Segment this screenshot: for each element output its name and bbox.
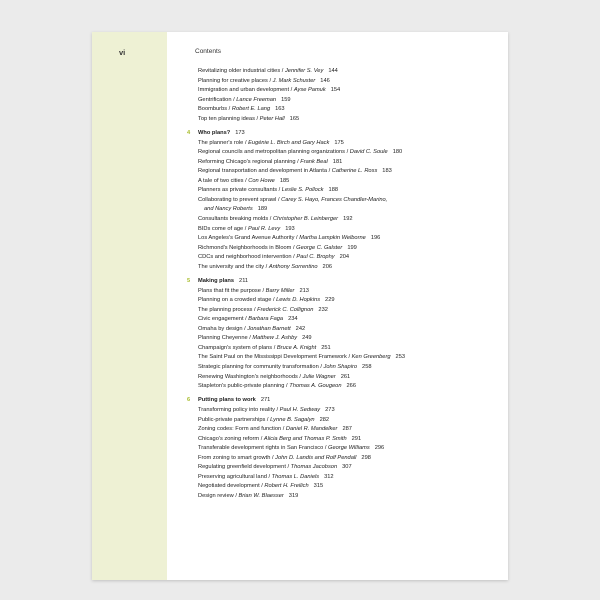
entry-page: 154 <box>330 87 341 94</box>
entry-title: Reforming Chicago's regional planning <box>198 158 296 165</box>
entry-author: Jennifer S. Vey <box>284 68 324 74</box>
entry-separator: / <box>231 96 237 103</box>
toc-entry <box>198 186 498 196</box>
entry-page: 192 <box>343 216 353 222</box>
toc-entry <box>198 253 498 263</box>
entry-separator: / <box>276 196 282 203</box>
entry-separator: / <box>318 364 324 370</box>
entry-author: Robert H. Freilich <box>264 483 309 490</box>
toc-entry <box>198 105 498 115</box>
entry-page: 287 <box>342 426 352 433</box>
entry-author: Lance Freeman <box>236 96 277 103</box>
entry-author: Frank Beal <box>300 158 328 165</box>
entry-author: Bruce A. Knight <box>276 344 317 351</box>
entry-separator: / <box>259 435 264 442</box>
toc-entry <box>198 86 498 96</box>
entry-separator: / <box>271 297 277 304</box>
entry-page: 175 <box>334 139 344 146</box>
entry-author: Ken Greenberg <box>351 354 391 361</box>
entry-page: 199 <box>347 244 357 251</box>
entry-page: 291 <box>351 435 362 442</box>
entry-title: The planning process <box>198 306 253 313</box>
toc-entry <box>198 435 498 445</box>
entry-title: Negotiated development <box>198 483 260 490</box>
entry-title: Transferable development rights in San Francisco <box>198 445 324 452</box>
entry-title: Regional councils and metropolitan planning organizations <box>198 149 346 156</box>
entry-author: Eugénie L. Birch and Gary Hack <box>248 139 330 146</box>
entry-page: 273 <box>325 406 335 413</box>
entry-separator: / <box>277 187 282 194</box>
entry-author: Martha Lampkin Welborne <box>299 235 366 242</box>
entry-author: Jonathan Barnett <box>247 325 291 332</box>
toc-entry <box>198 444 498 454</box>
chapter-title: Who plans? <box>198 130 231 137</box>
entry-author: Ayse Pamuk <box>293 87 326 94</box>
entry-separator: / <box>243 225 248 232</box>
entry-separator: / <box>266 473 272 480</box>
chapter-title: Putting plans to work <box>198 397 256 404</box>
entry-author: Carey S. Hayo, Frances Chandler-Marino, <box>281 196 388 203</box>
entry-page: 242 <box>295 325 306 332</box>
entry-separator: / <box>289 87 294 94</box>
entry-author: Brian W. Blaesser <box>238 492 284 499</box>
entry-title: Revitalizing older industrial cities <box>198 68 281 74</box>
entry-separator: / <box>280 68 285 74</box>
entry-author: Julie Wagner <box>302 373 336 380</box>
toc-entry <box>198 373 498 383</box>
entry-title: Richmond's Neighborhoods in Bloom <box>198 244 292 251</box>
toc-entry <box>198 67 498 77</box>
toc-entry <box>198 482 498 492</box>
toc-entry <box>198 234 498 244</box>
entry-page: 258 <box>362 364 372 370</box>
entry-separator: / <box>270 454 276 461</box>
toc-entry <box>198 205 498 215</box>
page-number: vi <box>119 48 126 57</box>
entry-page: 249 <box>302 335 312 342</box>
entry-page: 307 <box>342 464 352 471</box>
entry-author: John D. Landis and Rolf Pendall <box>275 454 357 461</box>
entry-title: A tale of two cities <box>198 177 244 184</box>
entry-title: Renewing Washington's neighborhoods <box>198 373 298 380</box>
entry-page: 204 <box>339 254 350 261</box>
entry-page: 234 <box>288 316 298 323</box>
entry-separator: / <box>323 445 329 452</box>
entry-separator: / <box>295 158 301 165</box>
entry-page: 185 <box>279 177 290 184</box>
chapter-page: 271 <box>260 397 271 404</box>
margin-band <box>92 32 167 580</box>
entry-page: 180 <box>392 149 403 156</box>
entry-separator: / <box>252 306 258 313</box>
entry-author: Con Howe <box>248 177 275 184</box>
entry-author: Daniel R. Mandelker <box>285 426 338 433</box>
entry-separator: / <box>345 149 350 156</box>
entry-separator: / <box>247 335 253 342</box>
entry-title: Plans that fit the purpose <box>198 287 261 294</box>
entry-page: 253 <box>395 354 406 361</box>
entry-separator: / <box>291 244 297 251</box>
entry-separator: / <box>243 139 249 146</box>
toc-entry <box>198 315 498 325</box>
entry-page: 181 <box>332 158 343 165</box>
entry-author: Alicia Berg and Thomas P. Smith <box>263 435 347 442</box>
entry-title: Public-private partnerships <box>198 416 266 423</box>
chapter-page: 211 <box>239 278 249 285</box>
entry-author: David C. Soule <box>349 149 388 156</box>
entry-author: and Nancy Roberts <box>204 206 253 213</box>
entry-separator: / <box>264 263 269 270</box>
entry-page: 183 <box>382 168 392 175</box>
toc-entry <box>198 473 498 483</box>
toc-entry <box>198 177 498 187</box>
entry-page: 232 <box>318 306 328 313</box>
entry-title: The university and the city <box>198 263 265 270</box>
entry-separator: / <box>274 406 280 413</box>
entry-author: Thomas Jacobson <box>290 464 338 471</box>
entry-author: J. Mark Schuster <box>272 77 316 84</box>
entry-title: Collaborating to prevent sprawl <box>198 196 277 203</box>
toc-entry <box>198 263 498 273</box>
chapter-heading <box>187 277 498 287</box>
entry-title: Los Angeles's Grand Avenue Authority <box>198 235 295 242</box>
entry-separator: / <box>242 325 248 332</box>
toc-entry <box>198 353 498 363</box>
table-of-contents <box>187 67 498 501</box>
entry-author: Peter Hall <box>259 115 285 122</box>
entry-author: Frederick C. Collignon <box>257 306 314 313</box>
entry-title: Top ten planning ideas <box>198 115 255 122</box>
entry-author: Catherine L. Ross <box>331 168 378 175</box>
toc-entry <box>198 406 498 416</box>
entry-page: 296 <box>374 445 385 452</box>
toc-entry <box>198 325 498 335</box>
chapter-number: 4 <box>187 130 191 137</box>
entry-title: Planners as private consultants <box>198 187 278 194</box>
chapter-number: 5 <box>187 278 191 285</box>
entry-separator: / <box>284 383 290 390</box>
toc-entry <box>198 334 498 344</box>
entry-title: Design review <box>198 492 234 499</box>
entry-author: Christopher B. Leinberger <box>272 216 339 222</box>
entry-page: 261 <box>340 373 351 380</box>
toc-entry <box>198 363 498 373</box>
entry-separator: / <box>268 216 273 222</box>
entry-author: Anthony Sorrentino <box>268 263 318 270</box>
entry-separator: / <box>259 483 265 490</box>
entry-separator: / <box>254 115 260 122</box>
toc-entry <box>198 306 498 316</box>
entry-page: 298 <box>361 454 371 461</box>
toc-entry <box>198 148 498 158</box>
entry-separator: / <box>272 344 277 351</box>
entry-title: BIDs come of age <box>198 225 244 232</box>
toc-entry <box>198 96 498 106</box>
entry-author: Lewis D. Hopkins <box>276 297 321 304</box>
entry-title: Gentrification <box>198 96 232 103</box>
chapter-page: 173 <box>235 130 245 137</box>
toc-entry <box>198 416 498 426</box>
entry-separator: / <box>285 464 291 471</box>
entry-author: Barry Miller <box>265 287 295 294</box>
entry-page: 159 <box>281 96 291 103</box>
running-head: Contents <box>195 48 222 55</box>
chapter-heading <box>187 129 498 139</box>
entry-page: 229 <box>325 297 335 304</box>
toc-entry <box>198 382 498 392</box>
entry-page: 319 <box>288 492 299 499</box>
entry-page: 163 <box>275 106 285 113</box>
toc-entry <box>198 244 498 254</box>
chapter-title: Making plans <box>198 278 235 285</box>
entry-separator: / <box>281 426 286 433</box>
entry-page: 315 <box>313 483 324 490</box>
entry-title: Planning on a crowded stage <box>198 297 272 304</box>
entry-separator: / <box>291 254 297 261</box>
entry-title: Planning Cheyenne <box>198 335 248 342</box>
toc-entry <box>198 139 498 149</box>
entry-author: Thomas A. Gougeon <box>289 383 342 390</box>
entry-separator: / <box>233 492 239 499</box>
entry-author: Paul C. Brophy <box>296 254 335 261</box>
entry-author: John Shapiro <box>323 364 358 370</box>
entry-separator: / <box>297 373 303 380</box>
entry-title: Stapleton's public-private planning <box>198 383 285 390</box>
entry-separator: / <box>267 77 273 84</box>
toc-entry <box>198 225 498 235</box>
entry-author: Lynne B. Sagalyn <box>270 416 315 423</box>
entry-page: 196 <box>370 235 381 242</box>
entry-page: 189 <box>257 206 268 213</box>
chapter-number: 6 <box>187 397 191 404</box>
toc-entry <box>198 167 498 177</box>
entry-author: Barbara Faga <box>248 316 284 323</box>
entry-page: 144 <box>328 68 338 74</box>
entry-title: Champaign's system of plans <box>198 344 273 351</box>
toc-entry <box>198 158 498 168</box>
entry-page: 165 <box>289 115 300 122</box>
toc-entry <box>198 287 498 297</box>
entry-title: From zoning to smart growth <box>198 454 271 461</box>
entry-title: Consultants breaking molds <box>198 216 269 222</box>
entry-separator: / <box>265 416 271 423</box>
toc-entry <box>198 492 498 502</box>
entry-separator: / <box>243 316 249 323</box>
entry-author: Robert E. Lang <box>231 106 271 113</box>
toc-entry <box>198 215 498 225</box>
entry-page: 213 <box>299 287 309 294</box>
entry-page: 146 <box>320 77 330 84</box>
entry-separator: / <box>346 354 352 361</box>
entry-author: George C. Galster <box>296 244 343 251</box>
entry-author: Matthew J. Ashby <box>252 335 298 342</box>
entry-title: Regulating greenfield development <box>198 464 286 471</box>
entry-title: Civic engagement <box>198 316 244 323</box>
entry-page: 251 <box>321 344 331 351</box>
entry-title: Preserving agricultural land <box>198 473 267 480</box>
entry-page: 206 <box>322 263 333 270</box>
entry-author: Paul R. Levy <box>247 225 281 232</box>
toc-entry <box>198 115 498 125</box>
toc-entry <box>198 425 498 435</box>
entry-author: George Williams <box>328 445 370 452</box>
entry-separator: / <box>294 235 300 242</box>
entry-separator: / <box>327 168 332 175</box>
entry-title: Omaha by design <box>198 325 243 332</box>
toc-entry <box>198 463 498 473</box>
toc-entry <box>198 296 498 306</box>
entry-page: 266 <box>346 383 356 390</box>
entry-page: 282 <box>319 416 330 423</box>
entry-title: Chicago's zoning reform <box>198 435 260 442</box>
entry-author: Leslie S. Pollock <box>281 187 324 194</box>
entry-title: Boomburbs <box>198 106 228 113</box>
entry-title: Strategic planning for community transformation <box>198 364 319 370</box>
entry-title: Zoning codes: Form and function <box>198 426 282 433</box>
chapter-heading <box>187 396 498 406</box>
entry-separator: / <box>260 287 266 294</box>
entry-title: Immigration and urban development <box>198 87 290 94</box>
entry-page: 188 <box>328 187 339 194</box>
toc-entry <box>198 196 498 206</box>
entry-title: Regional transportation and development in Atlanta <box>198 168 328 175</box>
entry-title: Planning for creative places <box>198 77 268 84</box>
entry-title: CDCs and neighborhood intervention <box>198 254 292 261</box>
entry-title: Transforming policy into reality <box>198 406 275 413</box>
toc-entry <box>198 454 498 464</box>
entry-author: Thomas L. Daniels <box>271 473 320 480</box>
entry-title: The Saint Paul on the Mississippi Development Framework <box>198 354 347 361</box>
entry-separator: / <box>243 177 249 184</box>
toc-entry <box>198 77 498 87</box>
toc-entry <box>198 344 498 354</box>
entry-author: Paul H. Sedway <box>279 406 321 413</box>
entry-page: 312 <box>324 473 334 480</box>
entry-separator: / <box>227 106 232 113</box>
entry-title: The planner's role <box>198 139 244 146</box>
book-page <box>92 32 508 580</box>
entry-page: 193 <box>285 225 295 232</box>
